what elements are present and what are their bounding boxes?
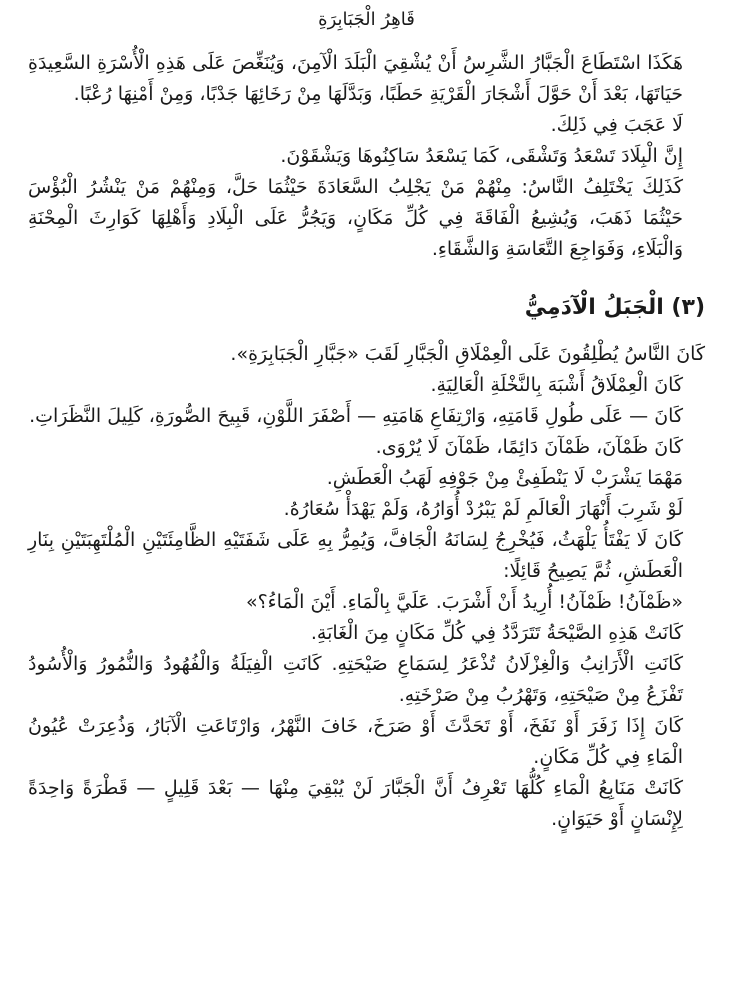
section-heading: (٣) الْجَبَلُ الْآدَمِيُّ [524,295,705,320]
running-title: قَاهِرُ الْجَبَابِرَةِ [318,9,415,30]
paragraph: كَانَتِ الْأَرَانِبُ وَالْغِزْلَانُ تُذْعَرُ لِسَمَاعِ صَيْحَتِهِ. كَانَتِ الْفِيَلَةُ وَالْفُهُودُ وَالنُّمُورُ وَالْأُسُودُ تَفْزَعُ مِنْ صَيْحَتِهِ، وَتَهْرُبُ مِنْ صَرْخَتِهِ. [28,653,683,706]
paragraph: كَانَ النَّاسُ يُطْلِقُونَ عَلَى الْعِمْلَاقِ الْجَبَّارِ لَقَبَ «جَبَّارِ الْجَبَابِرَةِ». [230,343,705,365]
paragraph: إِنَّ الْبِلَادَ تَسْعَدُ وَتَشْقَى، كَمَا يَسْعَدُ سَاكِنُوهَا وَيَشْقَوْنَ. [280,145,683,167]
paragraph: كَانَ لَا يَفْتَأُ يَلْهَثُ، فَيُخْرِجُ لِسَانَهُ الْجَافَّ، وَيُمِرُّ بِهِ عَلَى شَفَتَيْهِ الظَّامِئَتَيْنِ الْمُلْتَهِبَتَيْنِ بِنَارِ الْعَطَشِ، ثُمَّ يَصِيحُ قَائِلًا: [28,529,683,582]
paragraph: كَانَ الْعِمْلَاقُ أَشْبَهَ بِالنَّخْلَةِ الْعَالِيَةِ. [430,374,683,396]
paragraph: كَانَ — عَلَى طُولِ قَامَتِهِ، وَارْتِفَاعِ هَامَتِهِ — أَصْفَرَ اللَّوْنِ، قَبِيحَ الصُّورَةِ، كَلِيلَ النَّظَرَاتِ. [29,405,683,427]
paragraph: كَانَتْ مَنَابِعُ الْمَاءِ كُلُّهَا تَعْرِفُ أَنَّ الْجَبَّارَ لَنْ يُبْقِيَ مِنْهَا — بَعْدَ قَلِيلٍ — قَطْرَةً وَاحِدَةً لِإِنْسَانٍ أَوْ حَيَوَانٍ. [28,777,683,830]
paragraph: هَكَذَا اسْتَطَاعَ الْجَبَّارُ الشَّرِسُ أَنْ يُشْقِيَ الْبَلَدَ الْآمِنَ، وَيُنَغِّصَ عَلَى هَذِهِ الْأُسْرَةِ السَّعِيدَةِ حَيَاتَهَا، بَعْدَ أَنْ حَوَّلَ أَشْجَارَ الْقَرْيَةِ حَطَبًا، وَبَدَّلَهَا مِنْ رَخَائِهَا جَدْبًا، وَمِنْ أَمْنِهَا رُعْبًا. [28,52,683,105]
paragraph: لَوْ شَرِبَ أَنْهَارَ الْعَالَمِ لَمْ يَبْرُدْ أُوَارُهُ، وَلَمْ يَهْدَأْ سُعَارُهُ. [283,498,683,520]
paragraph: كَانَتْ هَذِهِ الصَّيْحَةُ تَتَرَدَّدُ فِي كُلِّ مَكَانٍ مِنَ الْغَابَةِ. [310,622,683,644]
section-body [28,339,705,835]
paragraph: كَانَ ظَمْآنَ، ظَمْآنَ دَائِمًا، ظَمْآنَ لَا يُرْوَى. [375,436,683,458]
paragraph: كَذَلِكَ يَخْتَلِفُ النَّاسُ: مِنْهُمْ مَنْ يَجْلِبُ السَّعَادَةَ حَيْثُمَا حَلَّ، وَمِنْهُمْ مَنْ يَنْشُرُ الْبُؤْسَ حَيْثُمَا ذَهَبَ، وَيُشِيعُ الْفَاقَةَ فِي كُلِّ مَكَانٍ، وَيَجُرُّ عَلَى الْبِلَادِ وَأَهْلِهَا كَوَارِثَ الْمِحْنَةِ وَالْبَلَاءِ، وَفَوَاجِعَ التَّعَاسَةِ وَالشَّقَاءِ. [28,176,683,260]
paragraph: لَا عَجَبَ فِي ذَلِكَ. [550,114,683,136]
quoted-cry: «ظَمْآنُ! ظَمْآنُ! أُرِيدُ أَنْ أَشْرَبَ. عَلَيَّ بِالْمَاءِ. أَيْنَ الْمَاءُ؟» [245,591,683,613]
paragraph: مَهْمَا يَشْرَبْ لَا يَنْطَفِئْ مِنْ جَوْفِهِ لَهَبُ الْعَطَشِ. [326,467,683,489]
chapter-continuation [28,48,705,265]
paragraph: كَانَ إِذَا زَفَرَ أَوْ نَفَخَ، أَوْ تَحَدَّثَ أَوْ صَرَخَ، خَافَ النَّهْرُ، وَارْتَاعَتِ الْآبَارُ، وَذُعِرَتْ عُيُونُ الْمَاءِ فِي كُلِّ مَكَانٍ. [28,715,683,768]
